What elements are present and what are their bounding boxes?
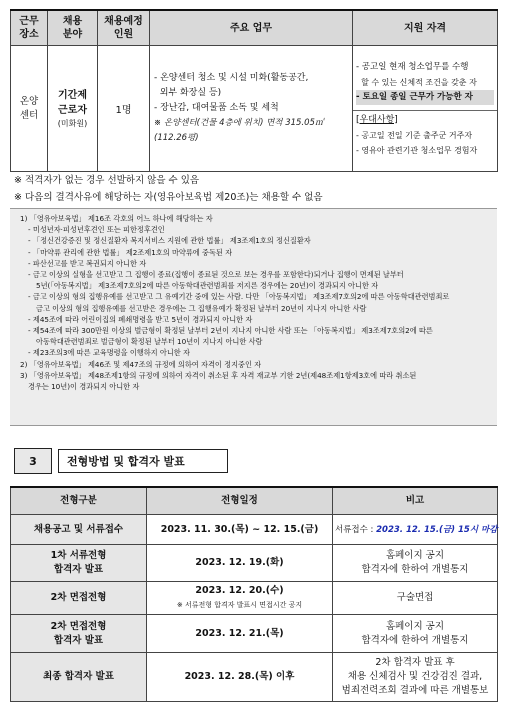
- disqualification-line: 3) 「영유아보육법」 제48조제1항의 규정에 의하여 자격이 취소된 후 자격 재교부 기한 2년(제48조제1항제3호에 따라 취소된: [20, 370, 417, 380]
- qualification-highlight: - 토요일 종일 근무가 가능한 자: [356, 90, 494, 105]
- header-qualifications: 지원 자격: [353, 10, 498, 46]
- preference-line: - 영유아 관련기관 청소업무 경험자: [356, 145, 478, 155]
- stage-remarks: [333, 545, 498, 582]
- stage-label: 2차 면접전형 합격자 발표: [11, 615, 147, 653]
- disqualification-line: 금고 이상의 형의 집행유예를 선고받은 경우에는 그 집행유예가 확정된 날부터 20년이 지나지 아니한 사람: [36, 303, 367, 313]
- disqualification-box: [10, 208, 497, 426]
- note-line: ※ 적격자가 없는 경우 선발하지 않을 수 있음: [14, 175, 200, 186]
- disqualification-line: - 미성년자·피성년후견인 또는 피한정후견인: [28, 225, 165, 235]
- remarks-text: 구술면접: [396, 592, 434, 603]
- section-header: [14, 448, 228, 474]
- stage-date: 2023. 11. 30.(목) ~ 12. 15.(금): [160, 523, 319, 535]
- schedule-row: [11, 615, 498, 653]
- disqualification-line: - 제23조의3에 따른 교육명령을 이행하지 아니한 자: [28, 348, 190, 358]
- header-count: 채용예정 인원: [98, 10, 150, 46]
- disqualification-line: - 제54조에 따라 300만원 이상의 벌금형이 확정된 날부터 2년이 지나지 아니한 사람 또는 「아동복지법」 제3조제7호의2에 따른: [28, 326, 433, 336]
- schedule-row: [11, 515, 498, 545]
- deadline-emphasis: 2023. 12. 15.(금) 15시 마감: [376, 524, 498, 535]
- disqualification-line: 1) 「영유아보육법」 제16조 각호의 어느 하나에 해당하는 자: [20, 214, 213, 223]
- disqualification-line: 경우는 10년)이 경과되지 아니한 자: [28, 382, 140, 392]
- stage-date-cell: [147, 515, 333, 545]
- stage-date: 2023. 12. 21.(목): [195, 627, 284, 639]
- stage-label: 1차 서류전형 합격자 발표: [11, 545, 147, 582]
- qualification-line: - 공고일 현재 청소업무를 수행: [356, 61, 469, 72]
- disqualification-line: - 금고 이상의 실형을 선고받고 그 집행이 종료(집행이 종료된 것으로 보는 경우를 포함한다)되거나 집행이 면제된 날부터: [28, 270, 404, 280]
- duty-line: 외부 화장실 등): [154, 88, 222, 98]
- stage-date: 2023. 12. 20.(수): [195, 585, 284, 596]
- work-place: 온양 센터: [11, 46, 48, 172]
- header-remarks: 비고: [333, 487, 498, 515]
- stage-remarks: [333, 515, 498, 545]
- duty-line: - 온양센터 청소 및 시설 미화(활동공간,: [154, 73, 309, 83]
- disqualification-line: 아동학대관련범죄로 벌금형이 확정된 날부터 10년이 지나지 아니한 사람: [36, 337, 263, 347]
- stage-remarks: [333, 653, 498, 702]
- header-field: 채용 분야: [48, 10, 98, 46]
- disqualification-line: - 「마약류 관리에 관한 법률」 제2조제1호의 마약류에 중독된 자: [28, 247, 233, 257]
- disqualification-line: 2) 「영유아보육법」 제46조 및 제47조의 규정에 의하여 자격이 정지중인 자: [20, 359, 262, 369]
- note-line: ※ 다음의 결격사유에 해당하는 자(영유아보육법 제20조)는 채용할 수 없음: [14, 192, 323, 203]
- duties-cell: [150, 46, 353, 172]
- section-number: 3: [14, 448, 52, 474]
- stage-remarks: [333, 582, 498, 615]
- job-field-name: 기간제 근로자: [58, 90, 87, 116]
- disqualification-line: - 파산선고를 받고 복권되지 아니한 자: [28, 258, 147, 268]
- header-place: 근무 장소: [11, 10, 48, 46]
- job-field-note: (미화원): [57, 119, 88, 128]
- schedule-row: [11, 545, 498, 582]
- schedule-row: [11, 653, 498, 702]
- hire-count: 1명: [98, 46, 150, 172]
- remarks-text: 2차 합격자 발표 후 채용 신체검사 및 건강검진 결과, 범죄전력조회 결과에 따른 개별통보: [341, 657, 489, 696]
- disqualification-line: - 금고 이상의 형의 집행유예를 선고받고 그 유예기간 중에 있는 사람. 다만 「아동복지법」 제3조제7호의2에 따른 아동학대관련범죄로: [28, 292, 450, 302]
- stage-label: 2차 면접전형: [11, 582, 147, 615]
- notes: [14, 172, 323, 206]
- stage-date-cell: [147, 615, 333, 653]
- stage-date-note: ※ 서류전형 합격자 발표시 면접시간 공지: [176, 601, 303, 609]
- remarks-prefix: 서류접수 :: [335, 524, 377, 535]
- schedule-row: [11, 582, 498, 615]
- recruitment-table: [10, 9, 498, 172]
- duty-area-note: ※ 온양센터(건물 4층에 위치) 면적 315.05㎡ (112.26평): [154, 118, 324, 143]
- disqualification-line: - 제45조에 따라 어린이집의 폐쇄명령을 받고 5년이 경과되지 아니한 자: [28, 314, 253, 324]
- section-title: 전형방법 및 합격자 발표: [58, 449, 228, 473]
- header-duties: 주요 업무: [150, 10, 353, 46]
- disqualification-line: 5년(「아동복지법」 제3조제7호의2에 따른 아동학대관련범죄를 저지른 경우에는 20년)이 경과되지 아니한 자: [36, 281, 379, 291]
- stage-label: 최종 합격자 발표: [11, 653, 147, 702]
- preference-title: [우대사항]: [356, 114, 398, 125]
- qualification-line: 할 수 있는 신체적 조건을 갖춘 자: [356, 77, 477, 87]
- remarks-text: 홈페이지 공지 합격자에 한하여 개별통지: [361, 550, 469, 575]
- preference-line: - 공고일 전일 기준 출주군 거주자: [356, 130, 473, 140]
- stage-remarks: [333, 615, 498, 653]
- job-field: [48, 46, 98, 172]
- stage-label: 채용공고 및 서류접수: [11, 515, 147, 545]
- remarks-text: 홈페이지 공지 합격자에 한하여 개별통지: [361, 620, 469, 646]
- header-stage: 전형구분: [11, 487, 147, 515]
- stage-date: 2023. 12. 28.(목) 이후: [184, 671, 295, 682]
- stage-date-cell: [147, 653, 333, 702]
- qualifications-cell: [353, 46, 498, 172]
- duty-line: - 장난감, 대여물품 소독 및 세척: [154, 103, 279, 113]
- stage-date-cell: [147, 582, 333, 615]
- schedule-table: [10, 486, 498, 702]
- header-schedule: 전형일정: [147, 487, 333, 515]
- disqualification-line: - 「정신건강증진 및 정신질환자 복지서비스 지원에 관한 법률」 제3조제1호의 정신질환자: [28, 236, 311, 246]
- stage-date-cell: [147, 545, 333, 582]
- stage-date: 2023. 12. 19.(화): [195, 557, 284, 568]
